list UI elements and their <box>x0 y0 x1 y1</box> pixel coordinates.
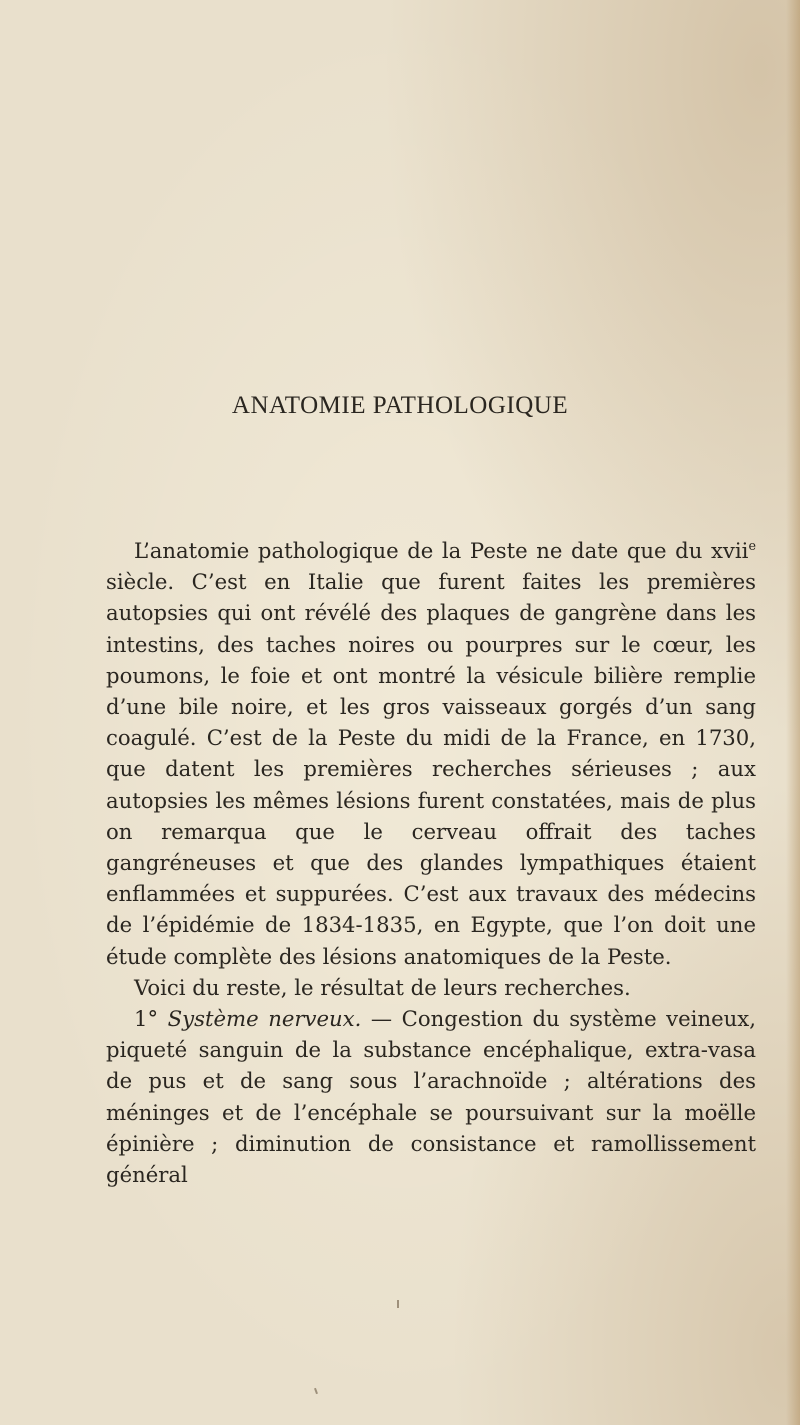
page-edge-shadow <box>786 0 800 1425</box>
ink-speck <box>397 1300 399 1308</box>
paragraph-1 <box>106 535 756 972</box>
paragraph-3 <box>106 1003 756 1190</box>
century-numeral: xvii <box>710 538 749 563</box>
ink-speck <box>314 1388 318 1394</box>
century-superscript: e <box>748 537 756 553</box>
body-text <box>106 535 756 1190</box>
paragraph-1-rest: siècle. C’est en Italie que furent faites les premières autopsies qui ont révélé des plaques de gangrène dans les intestins, des taches noires ou pourpres sur le cœur, les poumons, le foie et ont montré la vésicule bilière remplie d’une bile noire, et les gros vaisseaux gorgés d’un sang coagulé. C’est de la Peste du midi de la France, en 1730, que datent les premières recherches sérieuses ; aux autopsies les mêmes lésions furent constatées, mais de plus on remarqua que le cerveau offrait des taches gangréneuses et que des glandes lympathiques étaient enflammées et suppurées. C’est aux travaux des médecins de l’épidémie de 1834-1835, en Egypte, que l’on doit une étude complète des lésions anatomiques de la Peste. <box>106 569 756 969</box>
section-number: 1° <box>134 1006 159 1032</box>
paragraph-2: Voici du reste, le résultat de leurs recherches. <box>134 974 631 1000</box>
section-label: Système nerveux. <box>167 1006 362 1032</box>
paragraph-1-start: L’anatomie pathologique de la Peste ne date que du <box>134 538 711 563</box>
paragraph-3-text: — Congestion du système veineux, piqueté sanguin de la substance encéphalique, extra-vasa de pus et de sang sous l’arachnoïde ; altérations des méninges et de l’encéphale se poursuivant sur la moëlle épinière ; diminution de consistance et ramollissement général <box>106 1006 756 1188</box>
chapter-title: ANATOMIE PATHOLOGIQUE <box>231 392 569 419</box>
